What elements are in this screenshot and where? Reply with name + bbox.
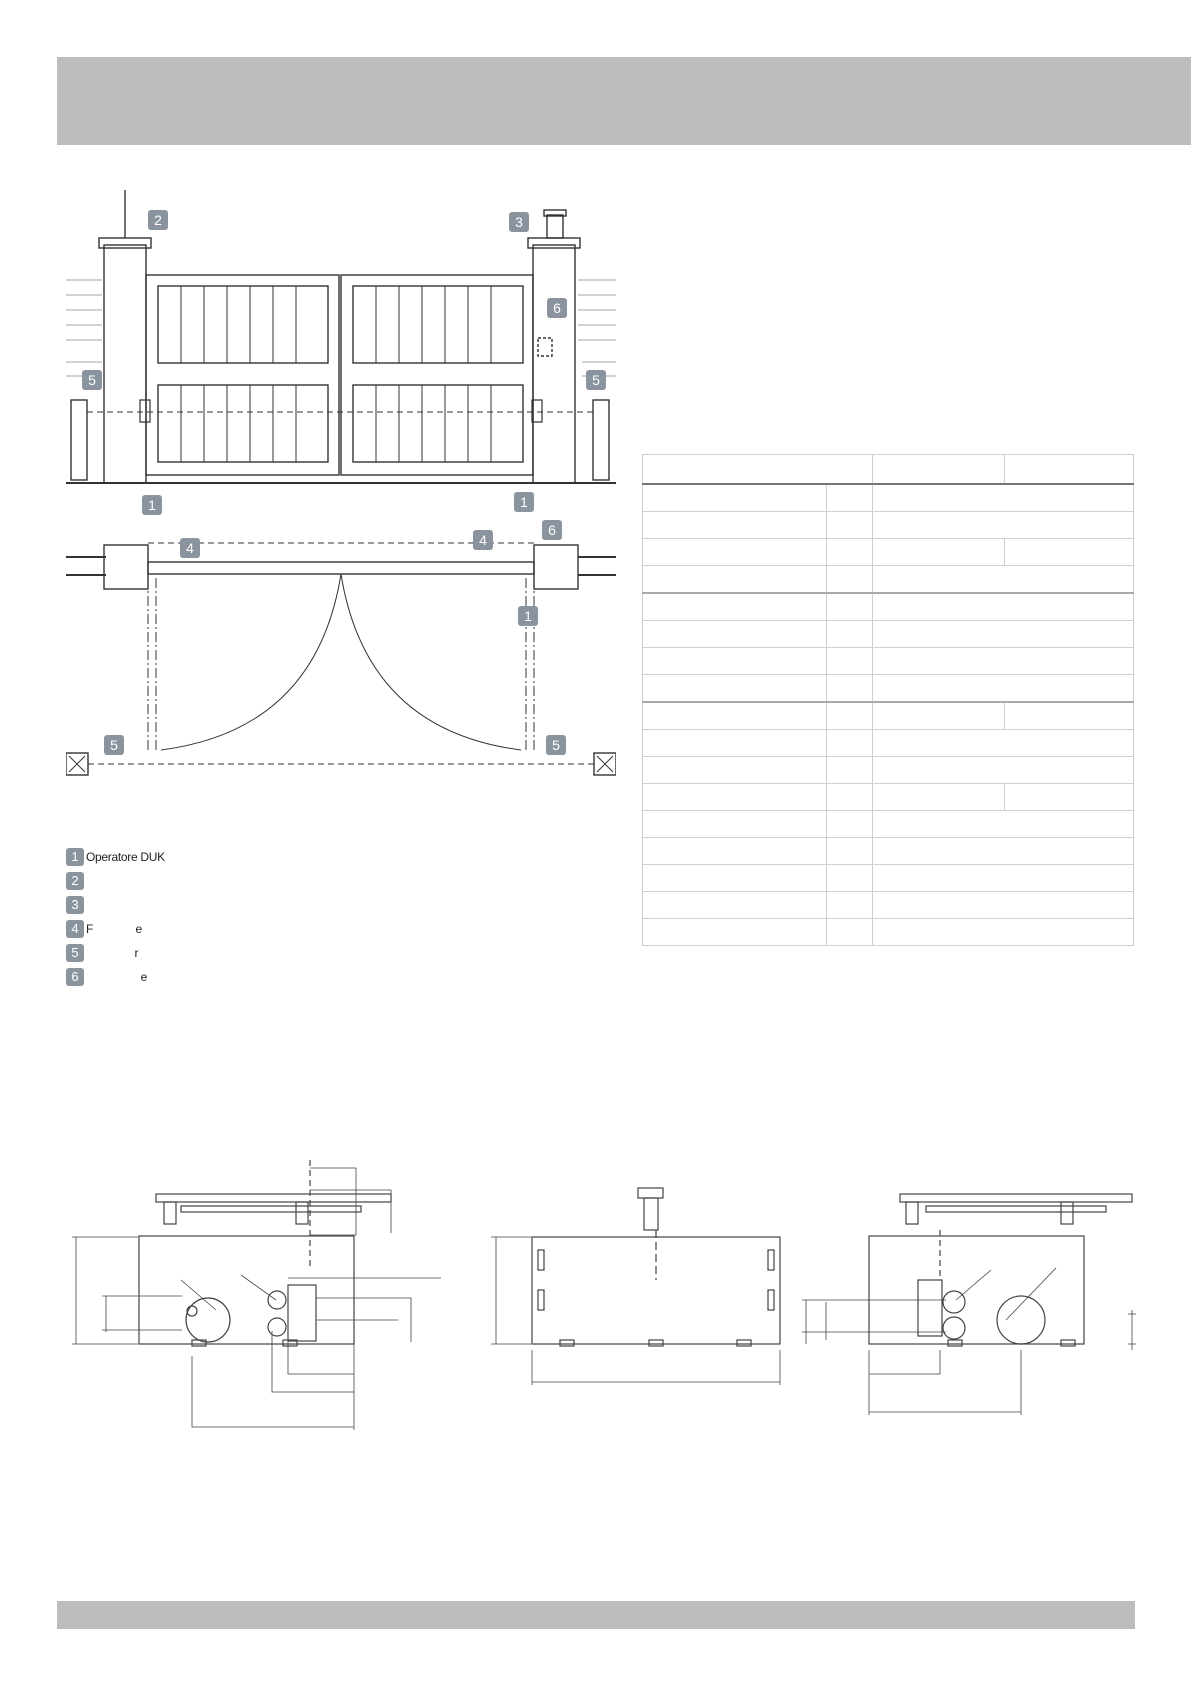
legend-item xyxy=(66,965,566,989)
table-row xyxy=(643,784,1134,811)
svg-text:5: 5 xyxy=(88,372,96,388)
legend-item xyxy=(66,869,566,893)
table-row xyxy=(643,484,1134,512)
table-row xyxy=(643,730,1134,757)
legend-label: r xyxy=(86,946,139,960)
legend-item xyxy=(66,845,566,869)
table-row xyxy=(643,539,1134,566)
legend-item xyxy=(66,893,566,917)
svg-text:4: 4 xyxy=(186,540,194,556)
callout-badge xyxy=(542,520,562,540)
svg-text:5: 5 xyxy=(110,737,118,753)
technical-data-table xyxy=(642,454,1134,946)
table-row xyxy=(643,892,1134,919)
callout-badge xyxy=(546,735,566,755)
legend-number-badge: 5 xyxy=(66,944,84,962)
legend xyxy=(66,845,566,989)
legend-item xyxy=(66,941,566,965)
callout-badge xyxy=(518,606,538,626)
legend-item xyxy=(66,917,566,941)
table-row xyxy=(643,648,1134,675)
svg-text:4: 4 xyxy=(479,532,487,548)
legend-number-badge: 3 xyxy=(66,896,84,914)
svg-text:2: 2 xyxy=(154,212,162,228)
legend-number-badge: 2 xyxy=(66,872,84,890)
svg-text:6: 6 xyxy=(553,300,561,316)
callout-badge xyxy=(142,495,162,515)
table-row xyxy=(643,838,1134,865)
table-header-row xyxy=(643,455,1134,485)
callout-badge xyxy=(180,538,200,558)
legend-number-badge: 1 xyxy=(66,848,84,866)
svg-text:1: 1 xyxy=(524,608,532,624)
table-row xyxy=(643,757,1134,784)
legend-label: e xyxy=(86,970,147,984)
installation-diagram xyxy=(66,190,616,820)
svg-text:1: 1 xyxy=(148,497,156,513)
callout-badge xyxy=(82,370,102,390)
table-row xyxy=(643,566,1134,594)
svg-text:1: 1 xyxy=(520,494,528,510)
footer-band xyxy=(57,1601,1135,1629)
table-row xyxy=(643,919,1134,946)
callout-badge xyxy=(547,298,567,318)
header-band xyxy=(57,57,1191,145)
table-row xyxy=(643,675,1134,703)
callout-badge xyxy=(148,210,168,230)
table-row xyxy=(643,865,1134,892)
svg-text:3: 3 xyxy=(515,214,523,230)
callout-badge xyxy=(473,530,493,550)
svg-text:5: 5 xyxy=(552,737,560,753)
callout-badge xyxy=(586,370,606,390)
legend-label: F e xyxy=(86,922,142,936)
table-row xyxy=(643,593,1134,621)
legend-number-badge: 6 xyxy=(66,968,84,986)
legend-number-badge: 4 xyxy=(66,920,84,938)
table-row xyxy=(643,811,1134,838)
table-row xyxy=(643,621,1134,648)
operator-dimension-drawings xyxy=(66,1160,1136,1450)
svg-text:6: 6 xyxy=(548,522,556,538)
callout-badge xyxy=(104,735,124,755)
callout-badge xyxy=(509,212,529,232)
callout-badge xyxy=(514,492,534,512)
legend-label: Operatore DUK xyxy=(86,850,165,864)
table-row xyxy=(643,702,1134,730)
table-row xyxy=(643,512,1134,539)
svg-text:5: 5 xyxy=(592,372,600,388)
